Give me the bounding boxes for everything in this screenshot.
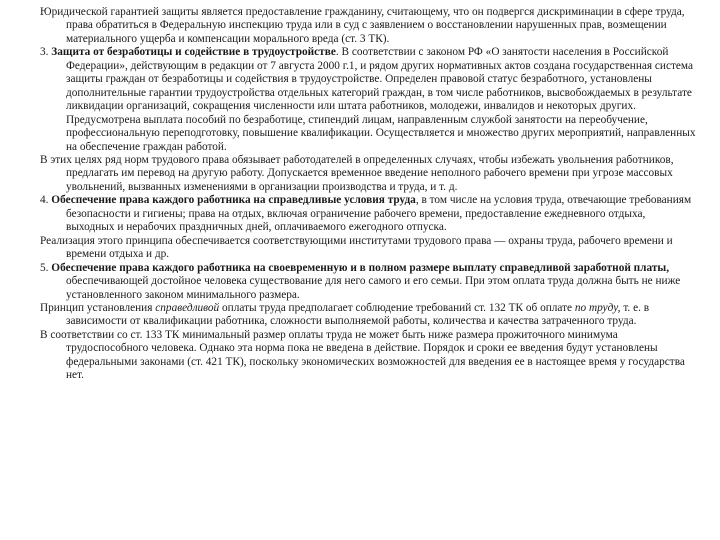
text-run: В этих целях ряд норм трудового права обязывает работодателей в определенных случаях, чтобы избежать увольнения работников, предлагать им перевод на другую работу. Допускается временное введение неполного рабочего времени при угрозе массовых увольнений, вызванных изменениями в организации производства и труда, и т. д. bbox=[40, 153, 674, 193]
paragraph-fair-wages bbox=[40, 262, 696, 302]
text-run: т. е. в зависимости от квалификации работника, сложности выполняемой работы, количества и качества затраченного труда. bbox=[66, 301, 650, 328]
italic-term: справедливой bbox=[155, 301, 220, 314]
paragraph-principle-implementation bbox=[40, 235, 696, 262]
text-run: В соответствии со ст. 133 ТК минимальный размер оплаты труда не может быть ниже размера прожиточного минимума трудоспособного человека. Однако эта норма пока не введена в действие. Порядок и сроки ее введения будут установлены федеральными законами (ст. 421 ТК), поскольку экономических возможностей для введения ее в настоящее время у государства нет. bbox=[40, 328, 685, 382]
paragraph-fair-conditions bbox=[40, 194, 696, 234]
bold-heading: Обеспечение права каждого работника на справедливые условия труда bbox=[51, 194, 416, 207]
bold-heading: Защита от безработицы и содействие в трудоустройстве bbox=[51, 46, 336, 59]
paragraph-employer-obligations bbox=[40, 154, 696, 194]
text-run: . В соответствии с законом РФ «О занятости населения в Российской Федерации», действующим в редакции от 7 августа 2000 г.1, и рядом других нормативных актов создана государственная система защиты граждан от безработицы и содействия в трудоустройстве. Определен правовой статус безработного, установлены дополнительные гарантии трудоустройства отдельных категорий граждан, в том числе работников, высвобождаемых в результате ликвидации организаций, сокращения численности или штата работников, молодежи, инвалидов и некоторых других. Предусмотрена выплата пособий по безработице, стипендий лицам, направленным службой занятости на переобучение, профессиональную переподготовку, повышение квалификации. Осуществляется и множество других мероприятий, направленных на обеспечение граждан работой. bbox=[66, 46, 696, 153]
text-run: 3. bbox=[40, 46, 52, 59]
text-run: Реализация этого принципа обеспечивается соответствующими институтами трудового права — охраны труда, рабочего времени и времени отдыха и др. bbox=[40, 234, 673, 261]
text-run: обеспечивающей достойное человека существование для него самого и его семьи. При этом оплата труда должна быть не ниже установленного законом минимального размера. bbox=[66, 275, 681, 301]
paragraph-unemployment-protection bbox=[40, 46, 696, 154]
italic-term: по труду, bbox=[574, 301, 621, 314]
paragraph-legal-guarantee bbox=[40, 6, 696, 46]
text-run: Принцип установления bbox=[40, 301, 156, 314]
text-run: , в том числе на условия труда, отвечающие требованиям безопасности и гигиены; права на отдых, включая ограничение рабочего времени, предоставление ежедневного отдыха, выходных и нерабочих праздничных дней, оплачиваемого ежегодного отпуска. bbox=[66, 194, 692, 234]
text-run: оплаты труда предполагает соблюдение требований ст. 132 ТК об оплате bbox=[219, 301, 575, 314]
text-run: 5. bbox=[40, 261, 52, 274]
paragraph-fair-pay-principle bbox=[40, 302, 696, 329]
text-run: Юридической гарантией защиты является предоставление гражданину, считающему, что он подвергся дискриминации в сфере труда, права обратиться в Федеральную инспекцию труда или в суд с заявлением о восстановлении нарушенных прав, возмещении материального ущерба и компенсации морального вреда (ст. 3 ТК). bbox=[40, 6, 685, 45]
bold-heading: Обеспечение права каждого работника на своевременную и в полном размере выплату справедливой заработной платы, bbox=[51, 261, 670, 274]
paragraph-minimum-wage bbox=[40, 329, 696, 383]
text-run: 4. bbox=[40, 194, 52, 207]
